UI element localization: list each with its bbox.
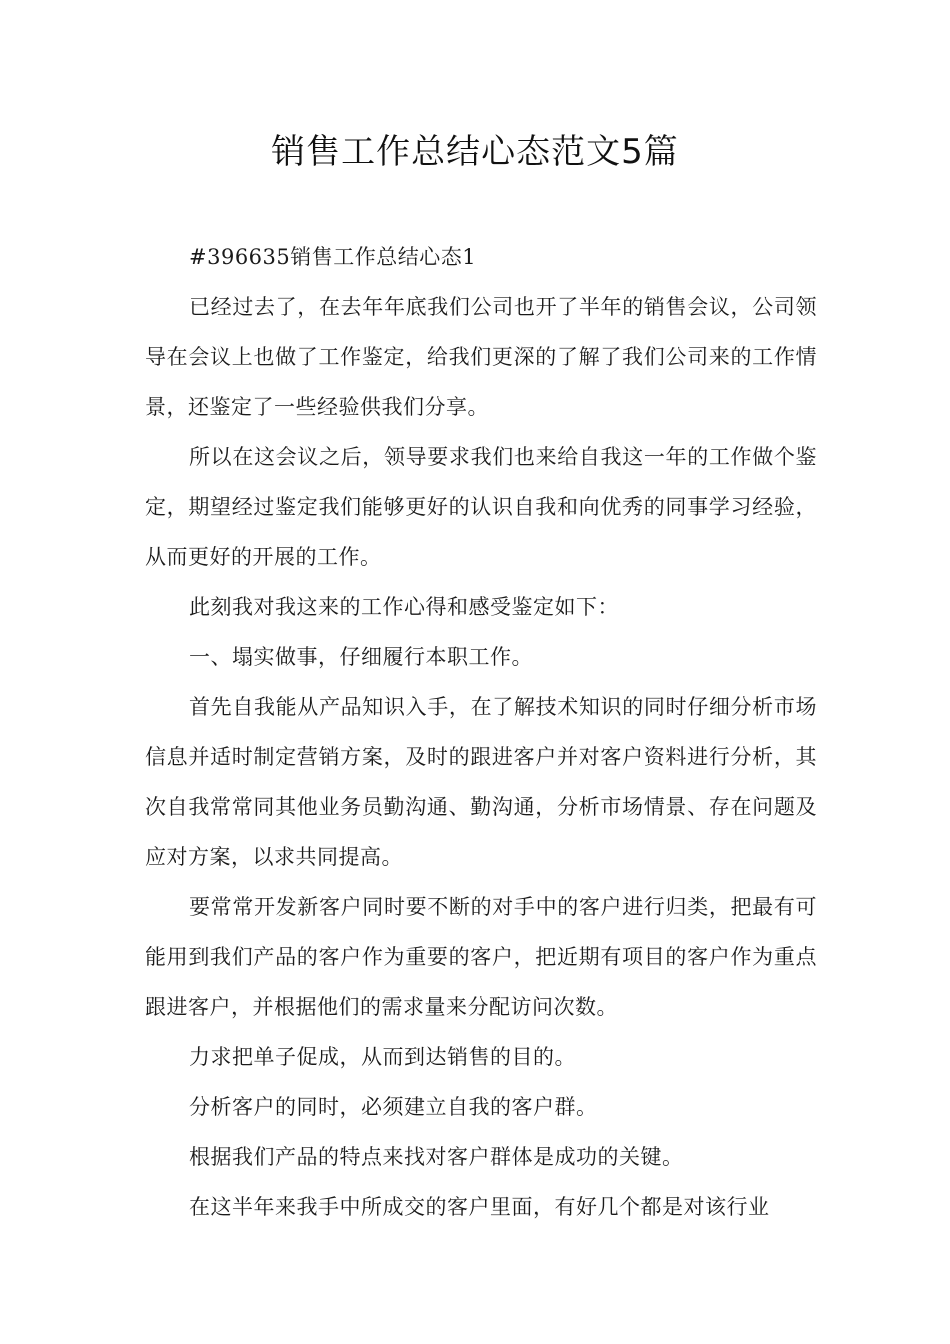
document-title: 销售工作总结心态范文5篇 xyxy=(271,132,679,172)
paragraph: 根据我们产品的特点来找对客户群体是成功的关键。 xyxy=(189,1145,684,1169)
paragraph: 在这半年来我手中所成交的客户里面，有好几个都是对该行业 xyxy=(189,1195,770,1219)
document-body xyxy=(145,232,817,1232)
paragraph-section-heading: 一、塌实做事，仔细履行本职工作。 xyxy=(189,645,533,669)
paragraph: 此刻我对我这来的工作心得和感受鉴定如下： xyxy=(189,595,619,619)
paragraph: 力求把单子促成，从而到达销售的目的。 xyxy=(189,1045,576,1069)
paragraph: 已经过去了，在去年年底我们公司也开了半年的销售会议，公司领导在会议上也做了工作鉴定，给我们更深的了解了我们公司来的工作情景，还鉴定了一些经验供我们分享。 xyxy=(145,295,817,419)
paragraph: 要常常开发新客户同时要不断的对手中的客户进行归类，把最有可能用到我们产品的客户作为重要的客户，把近期有项目的客户作为重点跟进客户，并根据他们的需求量来分配访问次数。 xyxy=(145,895,817,1019)
paragraph: 首先自我能从产品知识入手，在了解技术知识的同时仔细分析市场信息并适时制定营销方案，及时的跟进客户并对客户资料进行分析，其次自我常常同其他业务员勤沟通、勤沟通，分析市场情景、存在问题及应对方案，以求共同提高。 xyxy=(145,695,817,869)
paragraph: 所以在这会议之后，领导要求我们也来给自我这一年的工作做个鉴定，期望经过鉴定我们能够更好的认识自我和向优秀的同事学习经验，从而更好的开展的工作。 xyxy=(145,445,817,569)
paragraph-heading: #396635销售工作总结心态1 xyxy=(189,245,477,269)
paragraph: 分析客户的同时，必须建立自我的客户群。 xyxy=(189,1095,598,1119)
